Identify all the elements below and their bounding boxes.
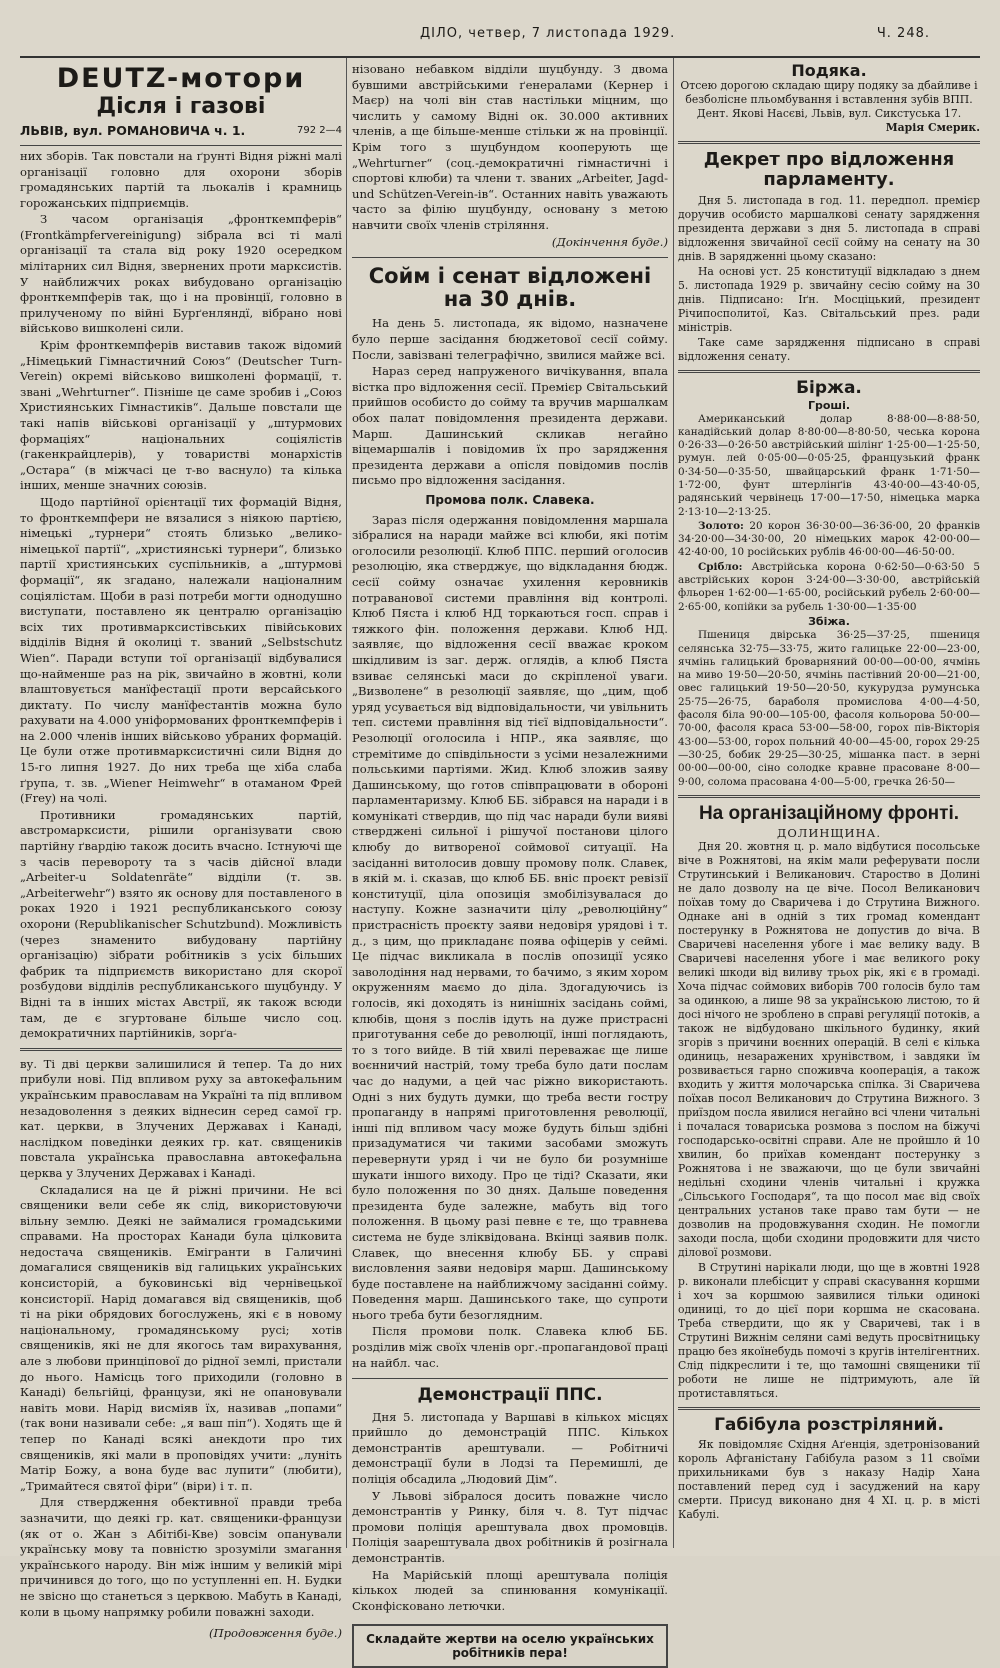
thanks-signature: Марія Смерик. — [885, 121, 980, 135]
column-divider — [346, 58, 347, 1548]
ad-address-line — [20, 123, 342, 138]
article-text-church — [20, 1057, 342, 1642]
divider — [20, 145, 342, 146]
article-sejm — [352, 316, 668, 1371]
column-2 — [352, 62, 668, 1661]
paragraph: Зараз після одержання повідомлення маршала зібралися на наради майже всі клюби, які потім оголосили резолюції. Клюб ППС. перший оголосив резолюцію, яка стверджує, що відкладання бюдж. сесії сойму означає ухилення керовників потраванової системи правління від контролі. Клюб Пяста і клюб НД торкаються госп. справ і тяжкого фін. положення держави. Клюб НД. заявляє, що відложення сесії вважає кроком шкідливим із заг. держ. оглядів, а клюб Пяста взиває селянські маси до скріпленої уваги. „Визволене“ в резолюції заявляє, що „цим, щоб уряд усувається від відповідальности, чи увільнить теп. системи правління від тієї відповідальности“. Резолюції оголосила і НПР., яка заявляє, що стремітиме до співдільности з усіми незалежними польськими партіями. Жид. Клюб зложив заяву Дашинському, що готов співпрацювати в обороні парламентаризму. Клюб ББ. зібрався на наради і в комунікаті ствердив, що під час наради були вияві стверджені сильної і рішучої постанови цілого клюбу до витвореної соймової ситуації. На засіданні витолосив довшу промову полк. Славек, в якій м. і. сказав, що клюб ББ. вніс проєкт ревізії конституції, цілa опозиція змобілізувалася до наступу. Кожне зазначити цілу „революційну“ пристрасність проєкту заяви недовіря урядові і т. д., з цим, що прикладанє поява офіцерів у сеймі. Це підчас викликала в послів опозиції усяко заволодіння над нервами, то бачимо, з яким хором окруженням маємо до діла. Здогадуючись із голосів, які доходять із нинішніх засідань соймі, клюбів, щоня з послів ідуть на дуже пристрасні приготування себе до революції, інші поглядають, то з того вийде. В тій хвилі переважає ще лише воєнничий настрій, тому треба було дати послам час до надуми, а цей час ріжно використають. Одні з них будуть думки, що треба вести гостру пропаганду в напрямі приготовлення революції, інші під впливом часу може будуть більш здібні призадуматися чи такими засобами зможуть перевернути уряд і чи не було би розумніше шукати іншого виходу. Про це тіді? Сказати, яки було положення по 30 днях. Дальше поведення президента буде залежне, мабуть від того положення. В цьому разі певне є те, що травнева система не буде зліквідована. Вкінці заявив полк. Славек, що внесення клюбу ББ. у справі висловлення заяви недовіря марш. Дашинському буде поставлене на найближчому засіданні сойму. Поведення марш. Дашинського таке, що супроти нього треба бути безоглядним. — [352, 512, 668, 1322]
ad-address: ЛЬВІВ, вул. РОМАНОВИЧА ч. 1. — [20, 122, 246, 138]
page-number: Ч. 248. — [876, 26, 930, 41]
paragraph: Для ствердження обективної правди треба зазначити, що деякі гр. кат. священики-французи (як от о. Жан з Абітібі-Кве) зовсім опанували українську мову та повністю зрозуміли змагання українського народу. Він між іншим у великій мірі причинився до того, що по уступленні еп. Н. Будки не звісно що станеться з церквою. Мабуть в Канаді, коли в цьому напрямку робили поважні заходи. — [20, 1495, 342, 1619]
ad-title: DEUTZ-мотори — [56, 63, 306, 94]
thanks-text: Отсею дорогою складаю щиру подяку за дбайливе і безболісне пльомбування і вставлення зубів ВПП. Дент. Якові Насєві, Львів, вул. Сикстуська 17. — [680, 79, 978, 121]
continued-note: (Продовження буде.) — [208, 1626, 342, 1641]
headline-organizational: На організаційному фронті. — [698, 802, 960, 824]
gold-rates — [678, 520, 980, 560]
silver-label: Срібло: — [698, 560, 743, 573]
subheading-money: Гроші. — [807, 398, 851, 412]
page-header — [0, 26, 1000, 48]
divider — [352, 1378, 668, 1379]
paragraph: Дня 5. листопада у Варшаві в кількох місцях прийшло до демонстрацій ППС. Кількох демонстрантів арештували. — Робітничі демонстрації були в Лодзі та Перемишлі, де поліція обсадила „Людовий Дім“. — [352, 1409, 668, 1486]
subheading-grain: Збіжа. — [808, 614, 850, 628]
donation-box: Складайте жертви на оселю українських робітників пера! — [352, 1624, 668, 1668]
masthead: ДІЛО, — [420, 26, 464, 41]
grain-rates: Пшениця двірська 36·25—37·25, пшениця селянська 32·75—33·75, жито галицьке 22·00—23·00, ячмінь галицький броварняний 00·00—00·00, ячмінь на миво 19·50—20·50, ячмінь пастівний 20·00—21·00, овес галицький 19·50—20·50, кукурудза румунська 25·75—26·75, бараболя промислова 4·00—4·50, фасоля біла 90·00—105·00, фасоля кольорова 50·00—70·00, фасоля краса 53·00—58·00, горох пів-Вікторія 43·00—53·00, горох польний 40·00—45·00, горох 29·25—30·25, бобик 29·25—30·25, мішанка паст. в зерні 00·00—00·00, сіно солодке кравне прасоване 8·00—9·00, солома прасована 4·00—5·00, гречка 26·50— — [678, 629, 980, 788]
divider — [678, 370, 980, 373]
gold-label: Золото: — [698, 519, 744, 532]
header-date-line — [420, 26, 675, 41]
paragraph: Нараз серед напруженого вичікування, впала вістка про відложення сесії. Премієр Світальський прийшов особисто до сойму та вручив маршалкам обох палат повідомлення президента держави. Марш. Дашинський скликав негайно віцемаршалів і повідомив їх про зарядження президента держави а опісля повідомив послів письмо про відложення засідання. — [352, 364, 668, 488]
divider — [678, 795, 980, 798]
exchange-rates — [678, 413, 980, 789]
divider — [678, 141, 980, 144]
paragraph: нізовано небавком відділи шуцбунду. З двома бувшими австрійськими ґенералами (Кернер і Маєр) на чолі він став настільки міцним, що числить у самому Відні ок. 30.000 активних членів, а ще більше-менше стільки ж на провінції. Крім того з шуцбундом кооперують ще „Wehrturner“ (соц.-демократичні гімнастичні і спортові клюби) та члени т. званих „Arbeiter, Jagd- und Schützen-Verein-ів“. Останних навіть уважають часто за філію шуцбунду, основану з метою навчити своїх членів стріляння. — [352, 62, 668, 232]
paragraph: Противники громадянських партій, австромарксисти, рішили організувати свою партійну ґвардію також досить вчасно. Істнуючі ще з часів перевороту та з часів дійсної влади „Arbeiter-u Soldatenräte“ відділи (т. зв. „Arbeiterwehr“) взято як основу для поставленого в роках 1920 і 1921 республиканського союзу охорони (Republikanischer Schutzbund). Можливість (через знаменито вибудовану партійну організацію) зібрати робітників з усіх більших фабрик та підприємств використано для скорої розбудови відділів республиканського шуцбунду. У Відні та в інших містах Австрії, як також всюди там, де є згуртоване більше число соц. демократичних партійників, зорґа- — [20, 807, 342, 1041]
silver-rates — [678, 561, 980, 614]
paragraph: Щодо партійної орієнтації тих формацій Відня, то фронткемпфери не вязалися з ніякою партією, німецькі „турнери“ стоять близько „велико-німецької партії“, „християнські турнери“, близько партії християнських суспільників, а „штурмові формації“, як згадано, належали націоналним соціялістам. Щоби в разі потреби могти однодушно виступати, поставлено як централю організацію всіх тих противмарксистівських півійськових відділів Відня й околиці т. званий „Selbstschutz Wien“. Паради вступи тої організації відбувалися що-найменше раз на рік, звичайно в жовтні, коли влаштовується манїфестації проти версайського диктату. По числу манїфестантів можна було рахувати на 4.000 уніформованих фронткемпферів і на 2.000 членів інших військово убраних формацій. Це були отже противмарксистичні сили Відня до 15-го липня 1927. До них треба ще хіба слаба ґрупа, т. зв. „Wiener Heimwehr“ в отаманом Фрей (Frey) на чолі. — [20, 494, 342, 806]
paragraph: Як повідомляє Східня Аґенція, здетронізований король Афганістану Габібула разом з 11 своїми прихильниками був з наказу Надір Хана поставлений перед суд і засуджений на кару смерти. Присуд виконано дня 4 ХІ. ц. р. в місті Кабулі. — [678, 1437, 980, 1521]
thanks-notice — [678, 62, 980, 135]
paragraph: З часом організація „фронткемпферів“ (Frontkämpfervereinigung) зібрала всі ті малі організації та стала від року 1920 осередком мілітарних сил Відня, звернених проти марксистів. У найближчих роках вибудовано організацію фронткемпферів так, що і на провінції, головно в прилученому по війні Бурґенляндї, вібрано нові військово вишколені сили. — [20, 212, 342, 336]
divider — [20, 1048, 342, 1051]
article-demonstrations — [352, 1410, 668, 1615]
article-continuation — [352, 62, 668, 250]
article-organizational — [678, 840, 980, 1401]
paragraph: Складалися на це й ріжні причини. Не всі священики вели себе як слід, використовуючи вільну землю. Деякі не займалися громадськими справами. На просторах Канади була цілковита недостача священиків. Емігранти в Галичині домагалися священиків від галицьких українських консисторій, а буковинські від чернівецької консисторії. Нарід домагався від священиків, щоб ті на ріки обрядових богослужень, які є в новому національному, громадянському русі; хотів священиків, які не для якогось там вирахування, але з любови принціпової до рідної землі, пристали до нього. Намісць того приходили (головно в Канаді) бельгійці, французи, які не опановували навіть мови. Нарід висміяв їх, називав „попами“ (так вони називали себе: „я ваш піп“). Ходять ще й тепер по Канаді всякі анекдоти про тих священиків, які мали в проповідях учити: „луніть Матір Божу, а вона буде вас лупити“ (любити), „Тримайтеся святої фіри“ (віри) і т. п. — [20, 1182, 342, 1493]
paragraph: У Львові зібралося досить поважне число демонстрантів у Ринку, біля ч. 8. Тут підчас промови поліція арештувала двох промовців. Поліція заарештувала двох робітників й розігнала демонстрантів. — [352, 1488, 668, 1565]
paragraph: Дня 5. листопада в год. 11. передпол. премієр доручив особисто маршалкові сенату зарядження президента держави з дня 5. листопада в справі відложення звичайної сесії сойму на сенату на 30 днів. В зарядженні цьому сказано: — [678, 194, 980, 264]
divider — [352, 257, 668, 258]
paragraph: Дня 20. жовтня ц. р. мало відбутися посольське віче в Рожнятові, на якім мали реферувати посли Струтинський і Великанович. Староство в Долині не дало дозволу на це віче. Посол Великанович поїхав тому до Сваричева і до Струтина Вижного. Однаке ані в одній з тих громад комендант постерунку в Рожнятова не допустив до віча. В Сваричеві населення убоге і має велику ваду. В Сваричеві населення убоге і має великого року великі шкоди від виливу трьох рік, які є в громаді. Хоча підчас соймових виборів 700 голосів було там за одинкою, а лише 98 за українською листою, то й досі нічого не зроблено в справі регуляції потоків, а також не відбудовано шкільного будинку, який згорів з причини воєнних операцій. В селі є кілька одиниць, незаражених хрунівством, і завдяки їм розвивається гарно споживча кооперація, а також входить у життя молочарська спілка. Зі Сваричева поїхав посол Великанович до Струтина Вижного. З приїздом посла явилися негайно всі члени читальні і почалася товариська розмова з послом на біжучі господарсько-освітні справи. Але не пройшло й 10 хвилин, бо приїхав комендант постерунку з Рожнятова і не зважаючи, що це були звичайні недільні сходини членів читальні і кружка „Сільського Господаря“, та що посол має від своїх центральних установ таке право там бути — не дозволив на продовжування сходин. Не помогли заходи посла, щоби сходини продовжити для чисто ділової розмови. — [678, 840, 980, 1260]
headline-exchange: Біржа. — [796, 378, 862, 399]
headline-decree: Декрет про відложення парламенту. — [703, 149, 955, 190]
article-text — [20, 149, 342, 1042]
column-1 — [20, 62, 342, 1641]
paragraph: Таке саме зарядження підписано в справі відложення сенату. — [678, 336, 980, 364]
divider — [678, 1407, 980, 1410]
column-3 — [678, 62, 980, 1547]
subheading: Промова полк. Славека. — [425, 493, 595, 507]
column-divider — [673, 58, 674, 1548]
paragraph: ву. Ті дві церкви залишилися й тепер. Та до них прибули нові. Під впливом руху за автокефальним українським православам на Україні та під впливом незадоволення з деяких віднесин серед самої гр. кат. церкви, в Злучених Державах і Канаді, наслідком поведінки деяких гр. кат. священиків повстала українська православна автокефальна церква у Злучених Державах і Канаді. — [20, 1056, 342, 1180]
issue-date: четвер, 7 листопада 1929. — [468, 26, 676, 41]
money-rates: Американський долар 8·88·00—8·88·50, канадійський долар 8·80·00—8·80·50, чеська корона 0·26·33—0·26·50 австрійський шілінґ 1·25·00—1·25·50, румун. лей 0·05·00—0·05·25, французький франк 0·34·50—0·35·50, швайцарський франк 1·71·50—1·72·00, фунт штерлінґів 43·40·00—43·40·05, радянський червінець 17·00—17·50, німецька марка 2·13·10—2·13·25. — [678, 412, 980, 518]
headline-habibulla: Габібула розстріляний. — [714, 1415, 944, 1436]
headline-sejm: Сойм і сенат відложені на 30 днів. — [368, 264, 652, 311]
paragraph: Після промови полк. Славека клюб ББ. розділив між своїх членів орг.-пропагандової праці на найбл. час. — [352, 1324, 668, 1370]
paragraph: них зборів. Так повстали на ґрунті Відня ріжні малі організації головно для охорони зборів громадянських партій та льокалів і крамниць горожанських підприємців. — [20, 148, 342, 210]
paragraph: На день 5. листопада, як відомо, назначене було перше засідання бюджетової сесії сойму. Посли, завізвані телеграфічно, звилися майже всі. — [352, 316, 668, 362]
headline-demonstrations: Демонстрації ППС. — [417, 1385, 603, 1406]
ad-deutz-motors — [20, 62, 342, 142]
end-note: (Докінчення буде.) — [551, 234, 668, 249]
thanks-title: Подяка. — [791, 61, 867, 80]
article-habibulla — [678, 1438, 980, 1522]
article-decree — [678, 194, 980, 364]
paragraph: В Струтині нарікали люди, що ще в жовтні 1928 р. виконали плебісцит у справі скасування коршми і хоч за коршмою заявилися тільки одинокі одиниці, то до цієї пори коршма не скасована. Треба ствердити, що як у Сваричеві, так і в Струтині Вижнім селяни самі ведуть просвітницьку працю без якоїнебудь помочі з кругів інтелігентних. Слід підкреслити і те, що тамошні священики тії роботи не лише не підтримують, але їй протиставляться. — [678, 1261, 980, 1401]
ad-subtitle: Дісля і газові — [96, 94, 266, 120]
paragraph: На основі уст. 25 конституції відкладаю з днем 5. листопада 1929 р. звичайну сесію сойму на 30 днів. Підписано: Іґн. Мосціцький, президент Річипосполитої, Каз. Світальський през. ради міністрів. — [678, 265, 980, 335]
ad-code: 792 2—4 — [297, 124, 342, 136]
region-subheading: ДОЛИНЩИНА. — [777, 826, 881, 841]
silver-values: Австрійська корона 0·62·50—0·63·50 5 австрійських корон 3·24·00—3·30·00, австрійській фльорен 1·62·00—1·65·00, російський рубель 2·60·00—2·65·00, копійки за рубель 1·30·00—1·35·00 — [678, 560, 980, 613]
paragraph: Крім фронткемпферів виставив також відомий „Німецький Гімнастичний Союз“ (Deutscher Turn-Verein) окремі військово вишколені формації, т. звані „Wehrturner“. Пізніше це саме зробив і „Союз Християнських Гімнастиків“. Дальше повстали ще такі напів військові організації у „штурмових формаціях“ національних соціялістів (гакенкрайцлерів), у товаристві монархістів „Остара“ (в міжчасі це т-во васнуло) та кілька інших, менше значних союзів. — [20, 338, 342, 493]
paragraph: На Марійській площі арештувала поліція кількох людей за спинювання комунікації. Сконфісковано летючки. — [352, 1567, 668, 1613]
header-rule — [20, 56, 980, 58]
gold-values: 20 корон 36·30·00—36·36·00, 20 франків 34·20·00—34·30·00, 20 німецьких марок 42·00·00—42·40·00, 10 російських рублів 46·00·00—46·50·00. — [678, 519, 980, 559]
